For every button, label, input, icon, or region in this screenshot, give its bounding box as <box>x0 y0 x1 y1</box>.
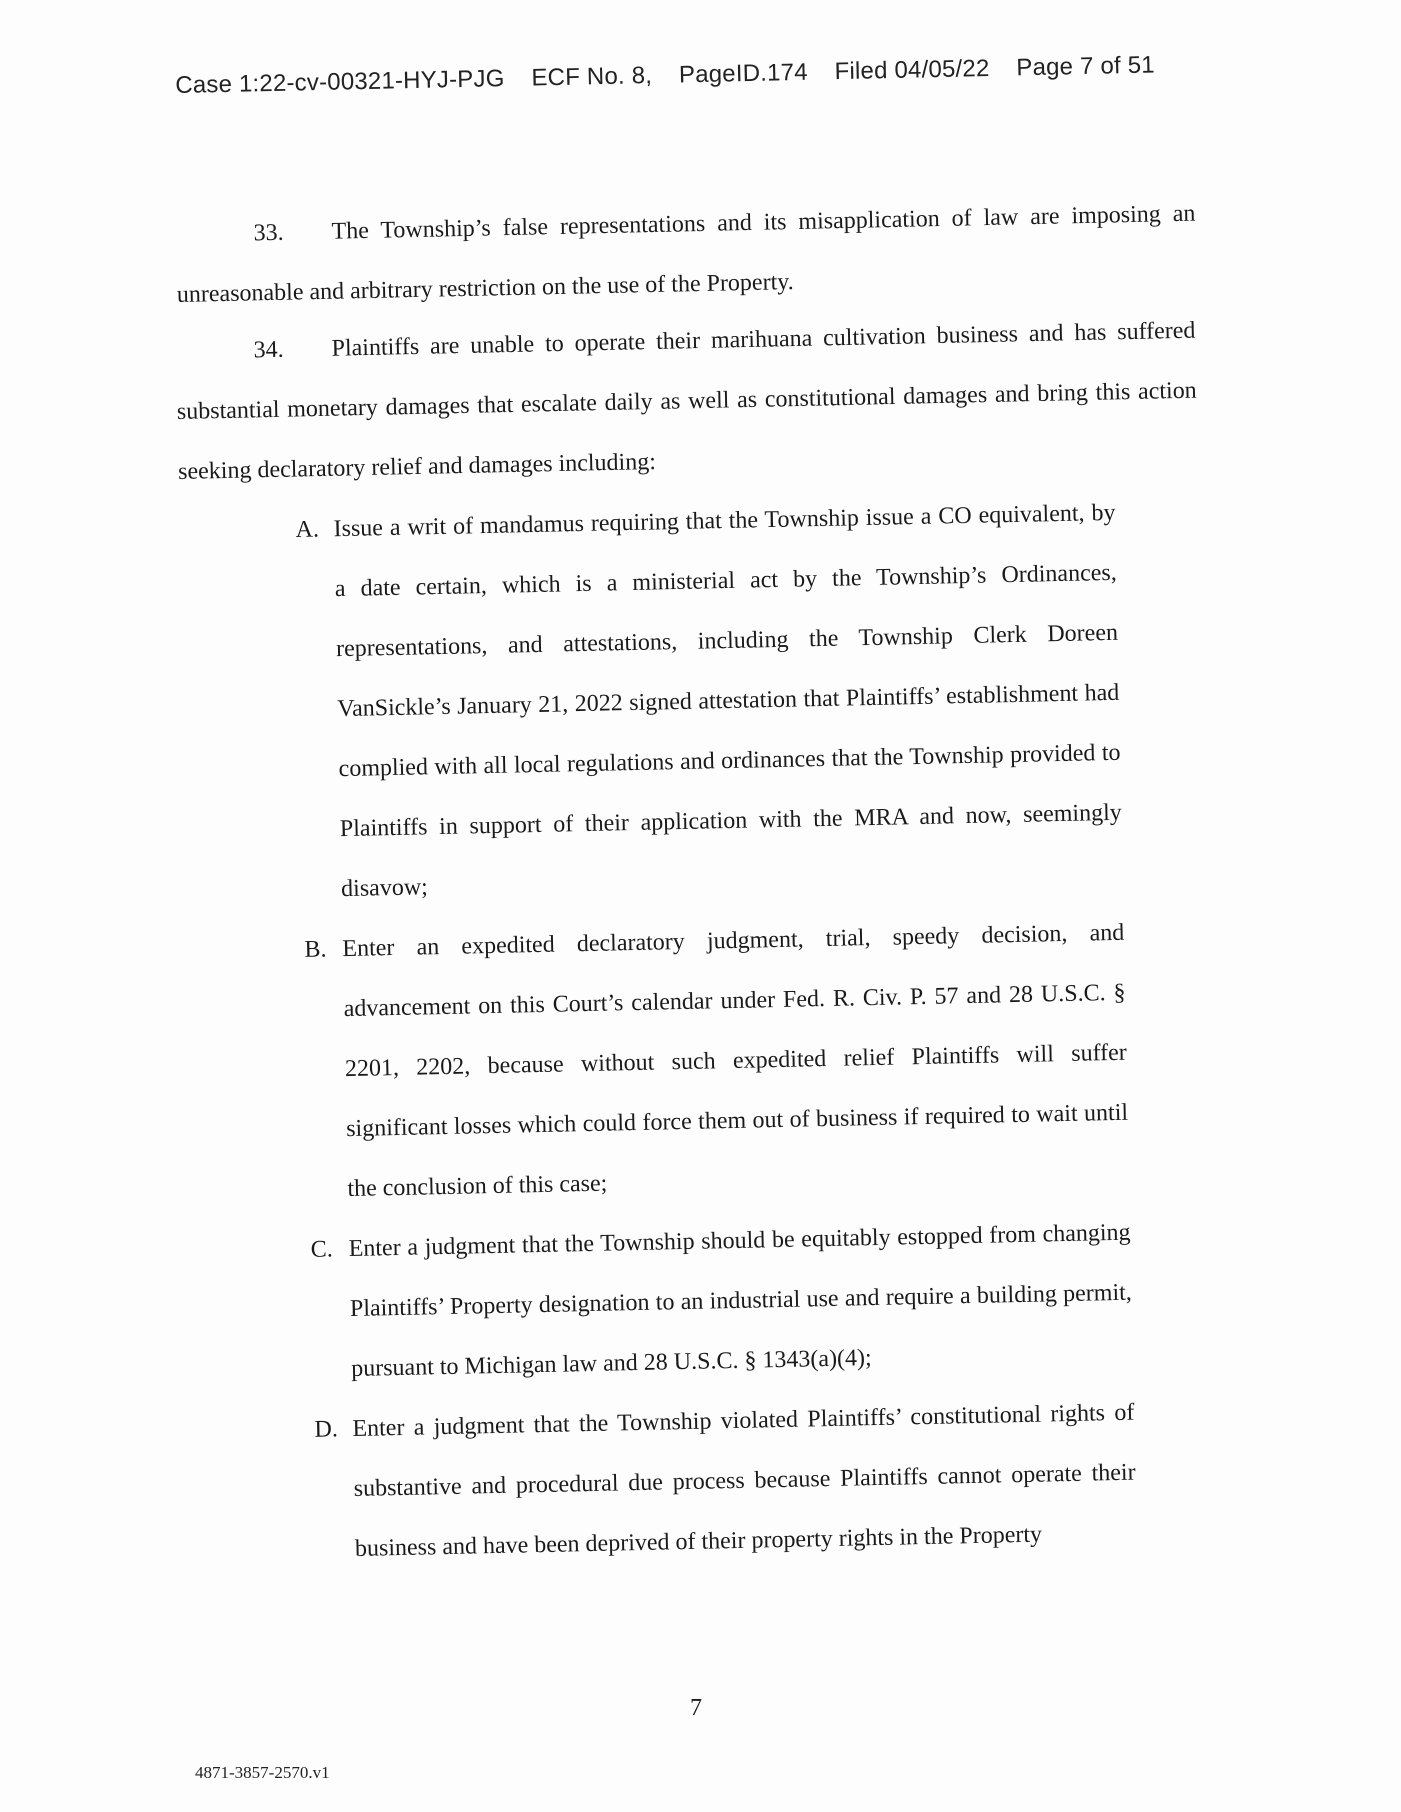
case-number: Case 1:22-cv-00321-HYJ-PJG <box>175 65 505 99</box>
document-id: 4871-3857-2570.v1 <box>195 1763 330 1782</box>
list-text: Enter a judgment that the Township should be equitably estopped from changing Plaintiffs’ Property designation to an industrial use and require a building permit, pursuant to Michigan law and 28 U.S.C. § 1343(a)(4); <box>348 1219 1133 1383</box>
page-number: 7 <box>690 1695 702 1721</box>
ecf-number: ECF No. 8, <box>531 62 653 92</box>
relief-list <box>295 483 1137 1580</box>
page-id: PageID.174 <box>678 58 808 89</box>
list-item-d <box>314 1383 1138 1580</box>
list-item-c <box>310 1203 1134 1400</box>
list-text: Issue a writ of mandamus requiring that the Township issue a CO equivalent, by a date certain, which is a ministerial act by the Township’s Ordinances, representations, and attestations, including the Township Clerk Doreen VanSickle’s January 21, 2022 signed attestation that Plaintiffs’ establishment had complied with all local regulations and ordinances that the Township provided to Plaintiffs in support of their application with the MRA and now, seemingly disavow; <box>333 499 1123 903</box>
list-letter: C. <box>310 1236 333 1263</box>
ecf-header <box>175 51 1155 100</box>
list-letter: B. <box>304 936 327 963</box>
list-item-b <box>304 903 1130 1220</box>
list-letter: A. <box>295 516 320 543</box>
paragraph-text: Plaintiffs are unable to operate their marihuana cultivation business and has suffered substantial monetary damages that escalate daily as well as constitutional damages and bring this action seeking declaratory relief and damages including: <box>176 317 1197 485</box>
list-text: Enter a judgment that the Township violated Plaintiffs’ constitutional rights of substantive and procedural due process because Plaintiffs cannot operate their business and have been deprived of their property rights in the Property <box>352 1399 1136 1562</box>
filed-date: Filed 04/05/22 <box>834 54 990 86</box>
list-text: Enter an expedited declaratory judgment, trial, speedy decision, and advancement on this Court’s calendar under Fed. R. Civ. P. 57 and 28 U.S.C. § 2201, 2202, because without such expedited relief Plaintiffs will suffer significant losses which could force them out of business if required to wait until the conclusion of this case; <box>342 919 1129 1203</box>
paragraph-34 <box>175 301 1199 502</box>
page-count: Page 7 of 51 <box>1016 51 1156 82</box>
paragraph-number: 33. <box>253 219 284 247</box>
paragraph-text: The Township’s false representations and its misapplication of law are imposing an unreasonable and arbitrary restriction on the use of the Property. <box>176 200 1196 308</box>
list-letter: D. <box>314 1416 339 1443</box>
paragraph-number: 34. <box>253 336 284 364</box>
list-item-a <box>295 483 1124 920</box>
